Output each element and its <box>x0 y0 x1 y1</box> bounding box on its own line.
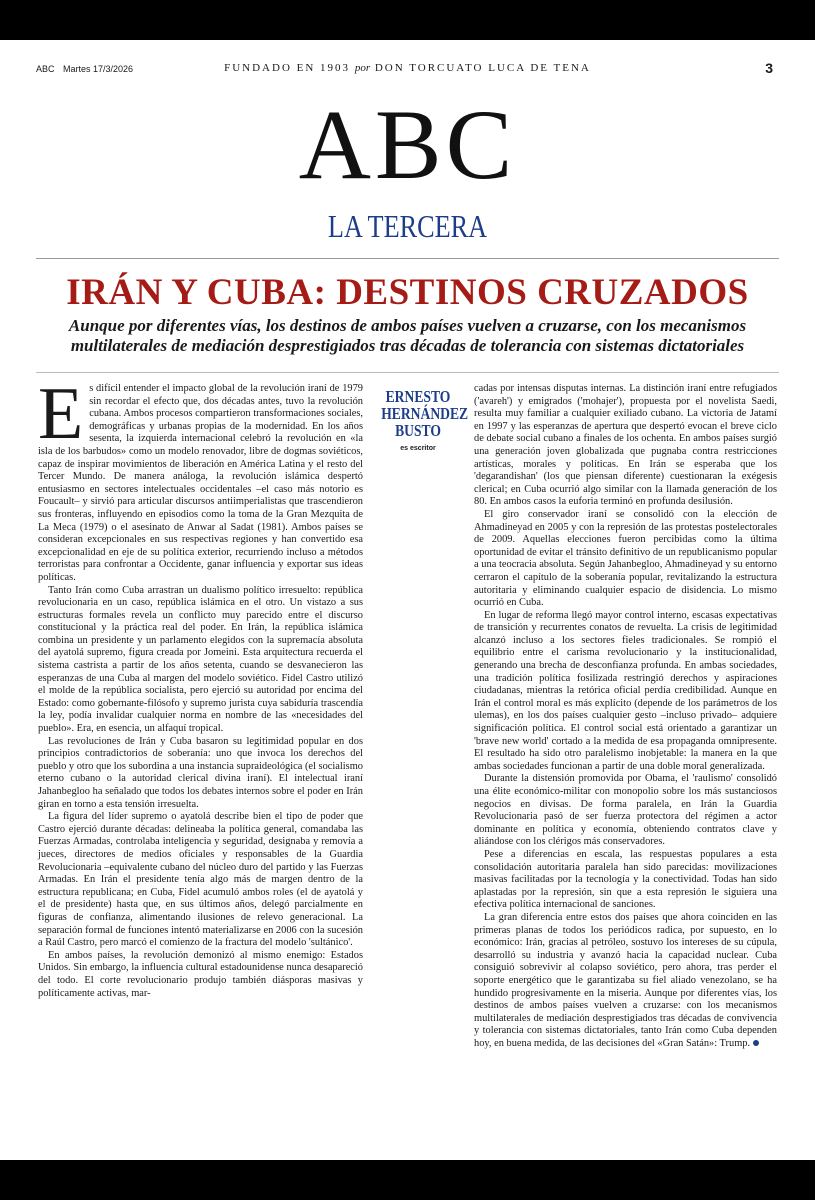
folio-founded <box>36 62 779 74</box>
headline: IRÁN Y CUBA: DESTINOS CRUZADOS <box>66 272 749 313</box>
paragraph: En lugar de reforma llegó mayor control interno, escasas expectativas de transición y recurrentes conatos de revuelta. La crisis de legitimidad alcanzó incluso a los sectores fieles tradicionales. Se rompió el equilibrio entre el carisma revolucionario y la institucionalidad, generando una brecha de desconfianza profunda. En ambas sociedades, una tradición política fosilizada restringió derechos y aspiraciones ciudadanas, mientras la retórica oficial perdía credibilidad. Aunque en Irán el control moral es más explícito (depende de los parámetros de los ulemas), en los dos países cualquier gesto –incluso privado– adquiere significación política. El control social está orientado a garantizar un 'brave new world' cortado a la medida de esa propaganda omnipresente. El resultado ha sido otro paralelismo inobjetable: la manera en la que ambas sociedades funcionan a partir de una doble moral generalizada. <box>474 609 777 772</box>
folio-paper-name: ABC <box>36 64 55 74</box>
bottom-black-bar <box>0 1160 815 1200</box>
paragraph: En ambos países, la revolución demonizó al mismo enemigo: Estados Unidos. Sin embargo, la influencia cultural estadounidense nunca desapareció del todo. El corte revolucionario produjo también diásporas masivas y políticamente activas, mar- <box>38 949 363 999</box>
paragraph <box>38 373 363 585</box>
paragraph: Tanto Irán como Cuba arrastran un dualismo político irresuelto: república revolucionaria en un caso, república islámica en el otro. Un vistazo a sus estructuras formales revela un conflicto muy parecido entre el discurso constitucional y la práctica real del poder. En Irán, la república islámica combina un presidente y un parlamento elegidos con la supremacía absoluta del ayatolá supremo, figura creada por Jomeini. Esta arquitectura recuerda el sistema castrista a partir de los años setenta, cuando se desvanecieron las esperanzas de una Cuba al margen del modelo soviético. Fidel Castro utilizó el molde de la república socialista, pero ejerció su autoridad por encima del Estado: como gobernante-filósofo y supremo jurista cuya sabiduría trascendía la ley, podía invalidar cualquier norma en nombre de las «necesidades del pueblo». Era, en esencia, un alfaquí tropical. <box>38 584 363 735</box>
paragraph: La figura del líder supremo o ayatolá describe bien el tipo de poder que Castro ejerció durante décadas: delineaba la política general, comandaba las Fuerzas Armadas, controlaba inteligencia y seguridad, designaba y removía a jueces, directores de medios oficiales y responsables de la Guardia Revolucionaria –equivalente cubano del núcleo duro del partido y las Fuerzas Armadas. En Irán el presidente tenía algo más de margen dentro de la estructura republicana; en Cuba, Fidel acumuló ambos roles (el de ayatolá y el de presidente) hasta que, en sus últimos años, delegó parcialmente en figuras de confianza, alimentando ilusiones de relevo generacional. La separación formal de funciones intentó materializarse en 2006 con la sucesión a Raúl Castro, pero marcó el comienzo de la fractura del modelo 'sultánico'. <box>38 811 363 949</box>
founded-text: FUNDADO EN 1903 <box>224 62 351 74</box>
paragraph: El giro conservador iraní se consolidó con la elección de Ahmadineyad en 2005 y con la represión de las protestas postelectorales de 2009. Aquellas elecciones fueron percibidas como la última oportunidad de evitar el tránsito definitivo de un republicanismo popular a una teocracia absoluta. Según Jahanbegloo, Ahmadineyad y su entorno cerraron el capítulo de la soberanía popular, revitalizando la estructura autoritaria y eliminando cualquier espacio de disidencia. Lo mismo ocurrió en Cuba. <box>474 508 777 609</box>
folio-line <box>36 62 779 78</box>
page-number: 3 <box>765 60 773 76</box>
article-column-right <box>474 383 777 1050</box>
author-role: es escritor <box>400 445 436 452</box>
article-column-left <box>38 373 363 1000</box>
drop-cap: E <box>38 373 84 455</box>
paragraph-text: La gran diferencia entre estos dos países que ahora coinciden en las primeras planas de todos los periódicos radica, por supuesto, en lo económico: Irán, gracias al petróleo, sostuvo los intereses de su cúpula, desarrolló su industria y avanzó hacia la capacidad nuclear. Cuba consiguió sobrevivir al colapso soviético, pero ahora, tras perder el soporte energético que le garantizaba su fiel aliado venezolano, se ha hundido progresivamente en la miseria. Aunque por diferentes vías, los destinos de ambos países vuelven a cruzarse: con los mecanismos multilaterales de mediación desprestigiados tras décadas de convivencia y tolerancia con sistemas dictatoriales, tanto Irán como Cuba dependen hoy, en buena medida, de las decisiones del «Gran Satán»: Trump. <box>474 911 777 1049</box>
paragraph-text: s difícil entender el impacto global de la revolución iraní de 1979 sin recordar el efecto que, dos décadas antes, tuvo la revolución cubana. Ambos procesos compartieron transformaciones sociales, demográficas y urbanas propias de la modernidad. En los años sesenta, la izquierda internacional celebró la revolución en «la isla de los barbudos» como un modelo renovador, libre de dogmas soviéticos, capaz de inspirar movimientos de liberación en América Latina y el resto del Tercer Mundo. De manera análoga, la revolución islámica despertó entusiasmo en sectores intelectuales occidentales –el caso más notorio es Foucault– y sirvió para articular discursos antiimperialistas que trascendieron sus fronteras, influyendo en episodios como la toma de la Gran Mezquita de La Meca (1979) o el asesinato de Anwar al Sadat (1981). Ambos países se consideran excepcionales en sus respectivas regiones y han convertido esa excepcionalidad en eje de su política exterior, recurriendo incluso a métodos terroristas para confrontar a Occidente, ganar influencia y exportar sus ideas políticas. <box>38 383 363 583</box>
divider <box>36 258 779 259</box>
founder-name: DON TORCUATO LUCA DE TENA <box>374 62 591 74</box>
author-box <box>372 387 469 452</box>
end-mark-icon <box>753 1040 759 1046</box>
paragraph: Las revoluciones de Irán y Cuba basaron su legitimidad popular en dos principios contradictorios de soberanía: uno que invoca los derechos del pueblo y otro que los subordina a una instancia supraideológica (el socialismo eterno cubano o la autoridad clerical divina iraní). El intelectual iraní Jahanbegloo ha señalado que todos los debates internos sobre el poder en Irán giran en torno a esta tensión irresuelta. <box>38 735 363 810</box>
masthead-logo: ABC <box>298 89 517 200</box>
newspaper-page <box>0 40 815 1160</box>
subtitle: Aunque por diferentes vías, los destinos de ambos países vuelven a cruzarse, con los mecanismos multilaterales de mediación desprestigiados tras décadas de tolerancia con sistemas dictatoriales <box>68 316 747 355</box>
paragraph <box>474 912 777 1051</box>
top-black-bar <box>0 0 815 40</box>
paragraph: Pese a diferencias en escala, las respuestas populares a esta consolidación autoritaria paralela han sido parecidas: movilizaciones masivas facilitadas por la tecnología y la conectividad. Todas han sido aplastadas por la represión, sin que a esta represión le siguiera una efectiva política internacional de sanciones. <box>474 848 777 911</box>
section-title: LA TERCERA <box>327 208 488 244</box>
divider <box>36 372 779 373</box>
paragraph: Durante la distensión promovida por Obama, el 'raulismo' consolidó una élite económico-militar con monopolio sobre los más sustanciosos negocios en divisas. De forma paralela, en Irán la Guardia Revolucionaria pasó de ser fuerza protectora del régimen a actor dominante en política y economía, obteniendo contratos clave y aliándose con los clérigos más conservadores. <box>474 773 777 848</box>
founded-by: por <box>354 62 371 74</box>
paragraph: cadas por intensas disputas internas. La distinción iraní entre refugiados ('avareh') y emigrados ('mohajer'), propuesta por el novelista Saedi, resulta muy familiar a cualquier exiliado cubano. La victoria de Jatamí en 1997 y las esperanzas de apertura que despertó evocan el breve ciclo de debate social cubano a finales de los ochenta. En ambos países surgió una generación joven globalizada que pugnaba contra restricciones artísticas, morales y políticas. En Irán se esperaba que los 'degarandishan' (los que piensan diferente) cuestionaran la exégesis clerical; en Cuba ocurrió algo similar con la llamada generación de los 80. En ambos casos la euforia terminó en profunda desilusión. <box>474 383 777 508</box>
folio-date: Martes 17/3/2026 <box>63 64 134 74</box>
author-name: ERNESTO HERNÁNDEZ BUSTO <box>381 387 469 440</box>
